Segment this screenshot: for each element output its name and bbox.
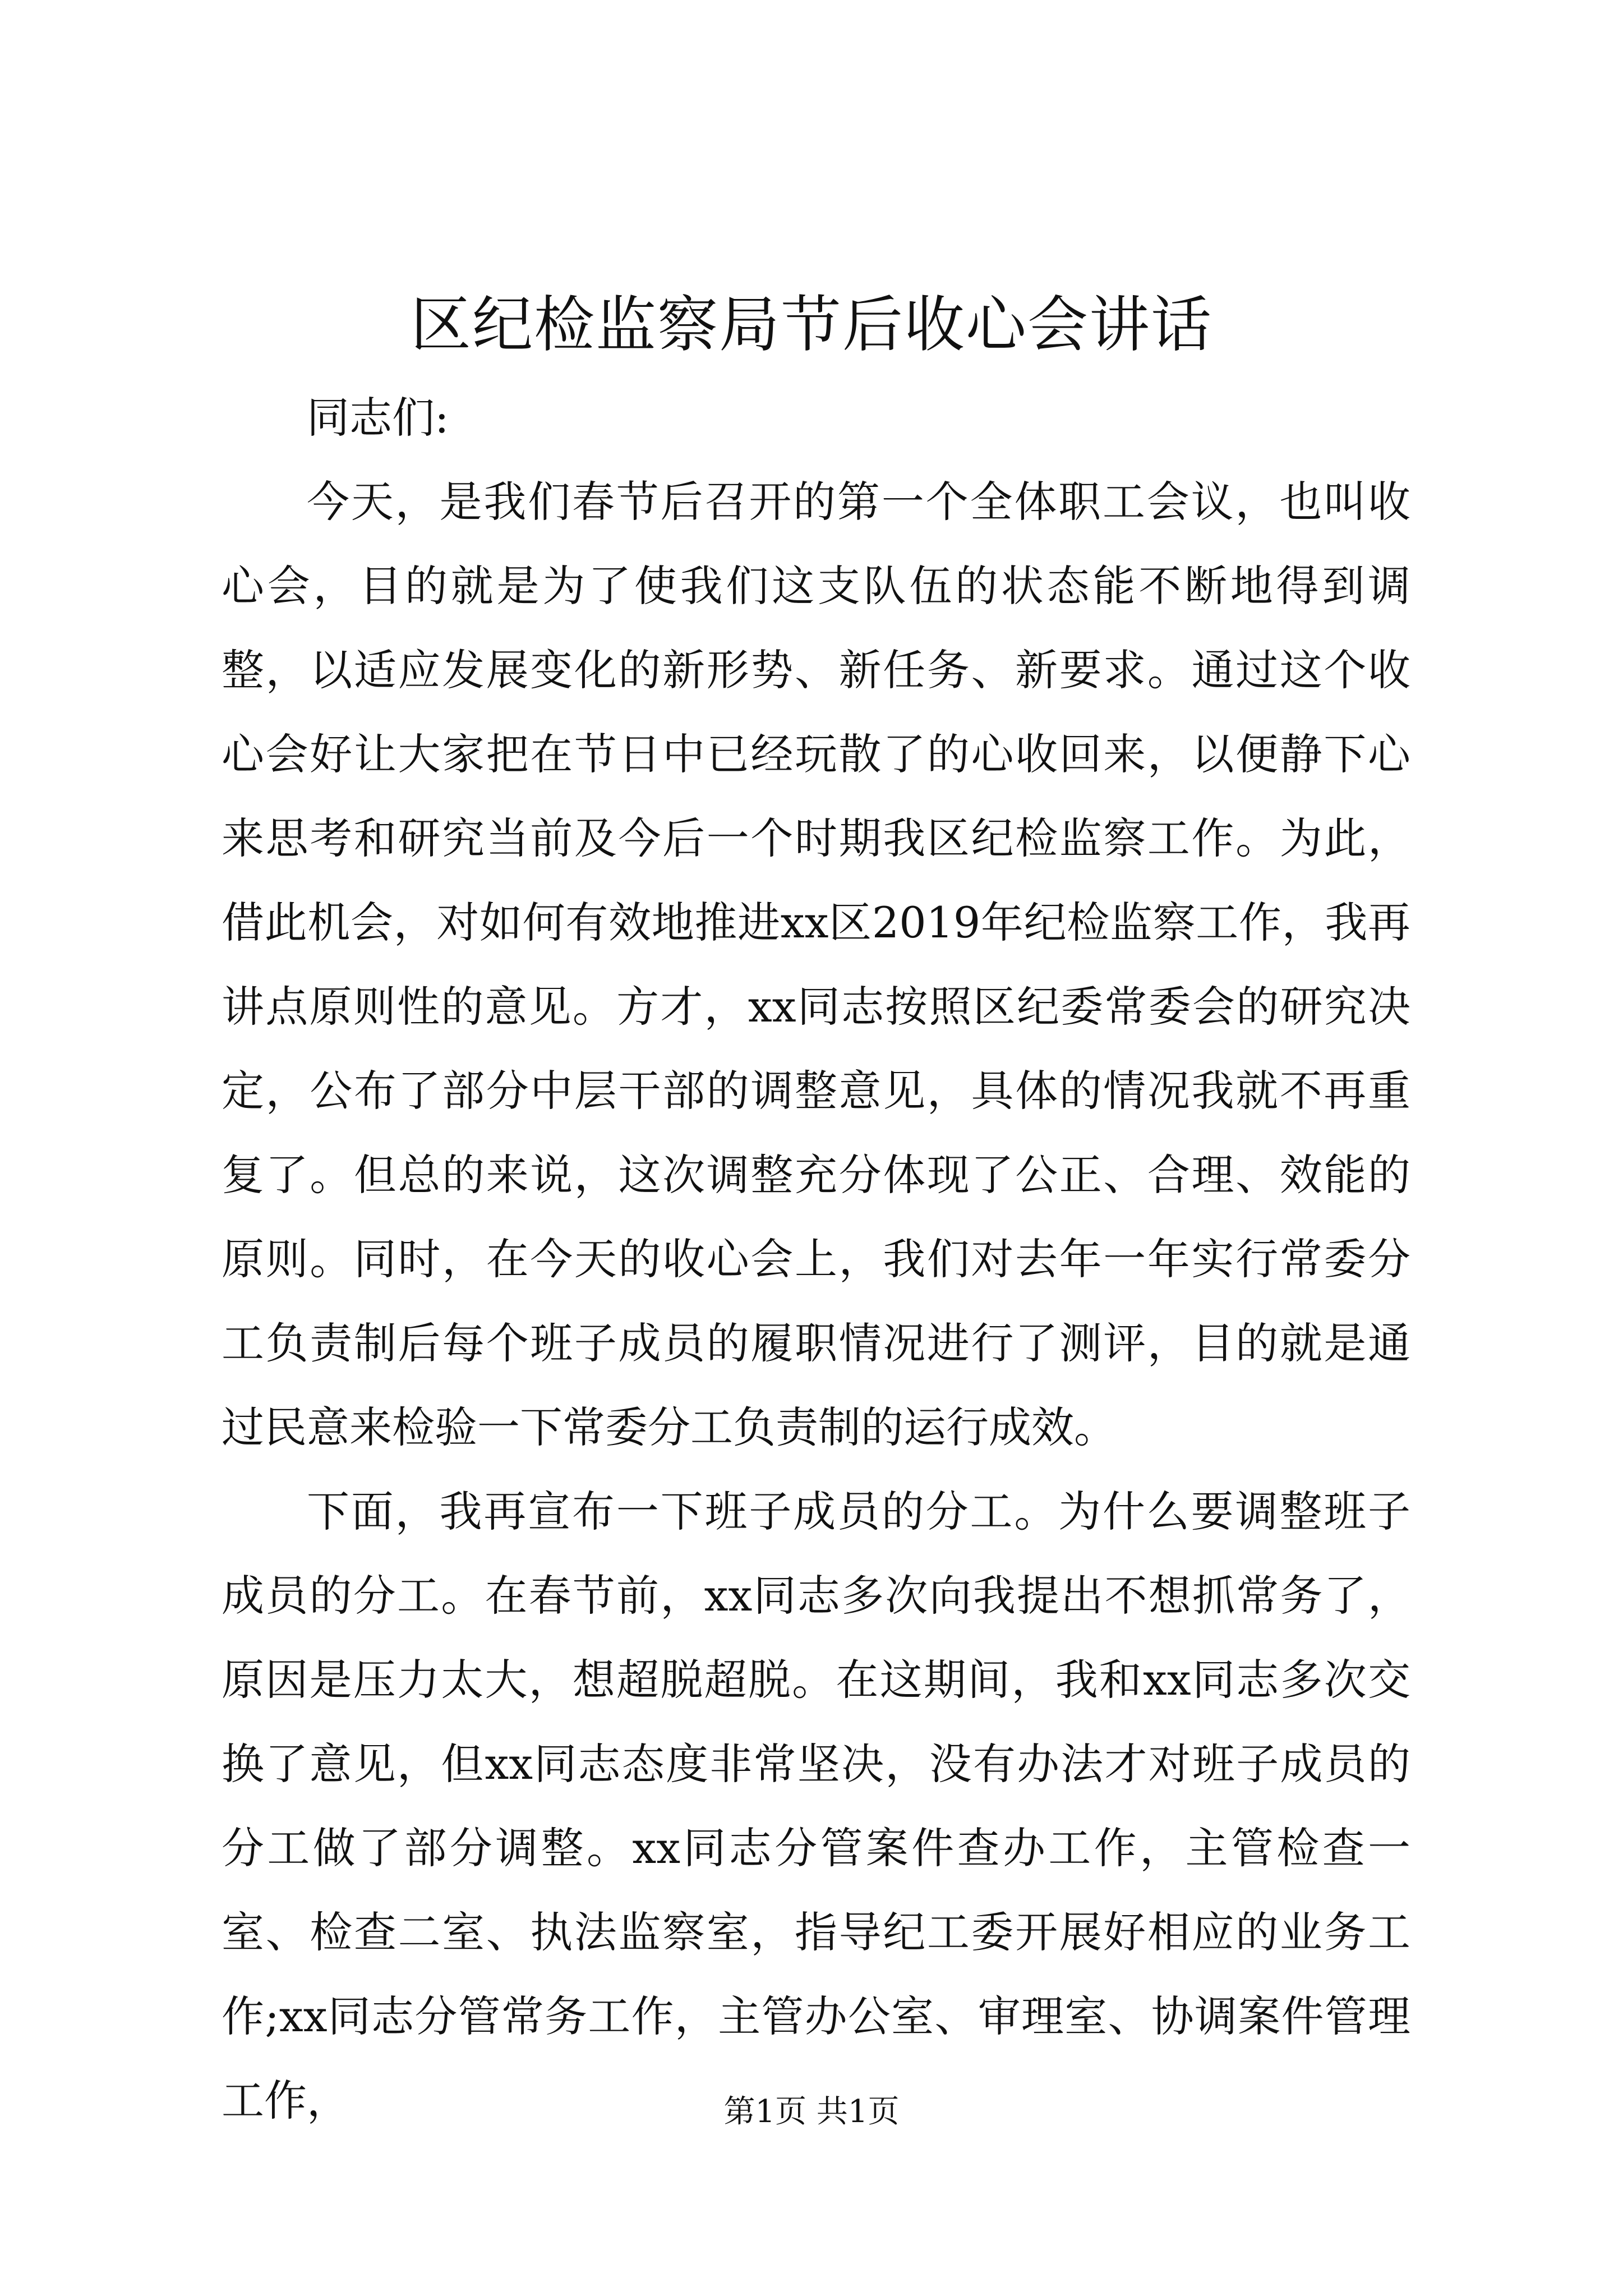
document-title: 区纪检监察局节后收心会讲话 (410, 290, 1212, 360)
paragraph-1: 今天，是我们春节后召开的第一个全体职工会议，也叫收心会，目的就是为了使我们这支队伍的状态能不断地得到调整，以适应发展变化的新形势、新任务、新要求。通过这个收心会好让大家把在节日中已经玩散了的心收回来，以便静下心来思考和研究当前及今后一个时期我区纪检监察工作。为此，借此机会，对如何有效地推进xx区2019年纪检监察工作，我再讲点原则性的意见。方才，xx同志按照区纪委常委会的研究决定，公布了部分中层干部的调整意见，具体的情况我就不再重复了。但总的来说，这次调整充分体现了公正、合理、效能的原则。同时，在今天的收心会上，我们对去年一年实行常委分工负责制后每个班子成员的履职情况进行了测评，目的就是通过民意来检验一下常委分工负责制的运行成效。 (222, 477, 1410, 1452)
document-body (222, 376, 1410, 2143)
salutation: 同志们: (307, 393, 449, 443)
page-footer: 第1页 共1页 (723, 2093, 900, 2130)
paragraph-2: 下面，我再宣布一下班子成员的分工。为什么要调整班子成员的分工。在春节前，xx同志多次向我提出不想抓常务了，原因是压力太大，想超脱超脱。在这期间，我和xx同志多次交换了意见，但xx同志态度非常坚决，没有办法才对班子成员的分工做了部分调整。xx同志分管案件查办工作，主管检查一室、检查二室、执法监察室，指导纪工委开展好相应的业务工作;xx同志分管常务工作，主管办公室、审理室、协调案件管理工作， (222, 1487, 1410, 2125)
